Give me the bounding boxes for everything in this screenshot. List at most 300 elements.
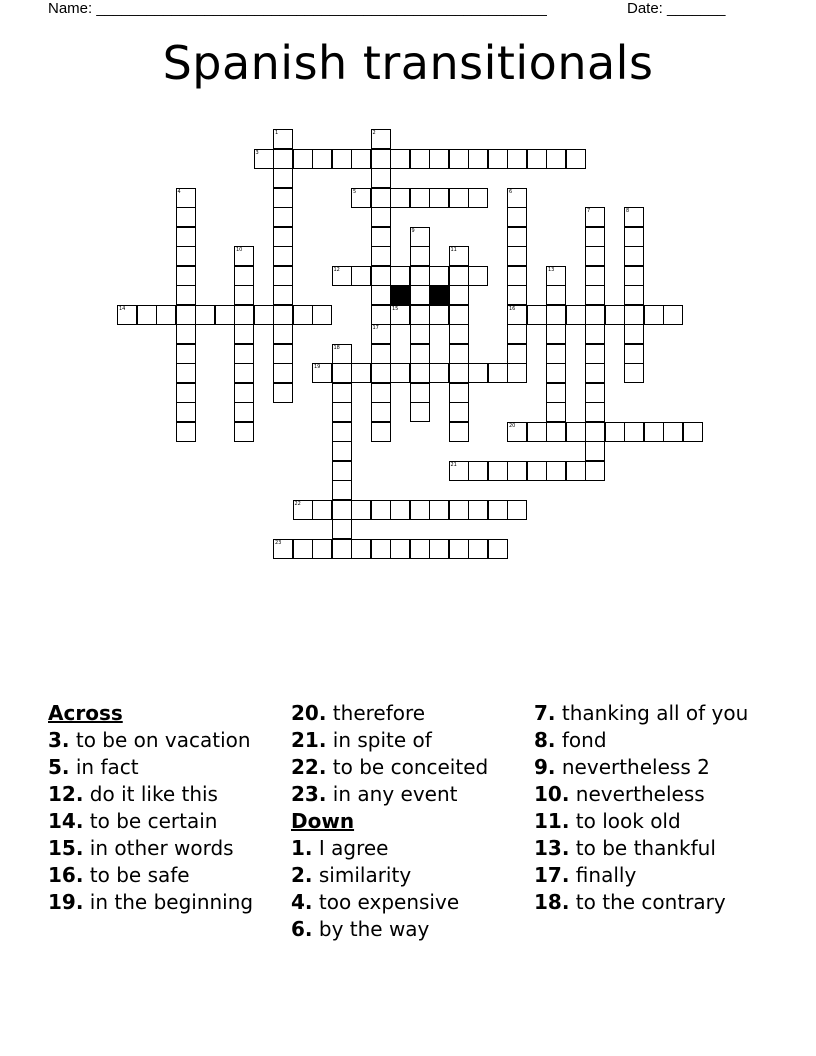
grid-cell[interactable] bbox=[351, 188, 371, 208]
grid-cell[interactable] bbox=[507, 207, 527, 227]
grid-cell[interactable] bbox=[371, 266, 391, 286]
clue-text: to look old bbox=[569, 809, 681, 833]
down-clue bbox=[291, 891, 521, 914]
grid-cell[interactable] bbox=[332, 519, 352, 539]
down-heading: Down bbox=[291, 809, 355, 833]
grid-cell[interactable] bbox=[176, 266, 196, 286]
grid-cell[interactable] bbox=[449, 539, 469, 559]
across-clue bbox=[291, 702, 521, 725]
grid-cell[interactable] bbox=[527, 305, 547, 325]
grid-cell[interactable] bbox=[585, 227, 605, 247]
page-title: Spanish transitionals bbox=[162, 36, 654, 90]
grid-cell[interactable] bbox=[546, 266, 566, 286]
grid-cell[interactable] bbox=[566, 305, 586, 325]
grid-cell[interactable] bbox=[546, 363, 566, 383]
grid-cell[interactable] bbox=[234, 363, 254, 383]
clue-number: 6 bbox=[509, 188, 513, 195]
grid-cell[interactable] bbox=[371, 227, 391, 247]
grid-cell[interactable] bbox=[624, 422, 644, 442]
grid-cell[interactable] bbox=[488, 363, 508, 383]
grid-cell[interactable] bbox=[176, 246, 196, 266]
grid-cell[interactable] bbox=[449, 402, 469, 422]
clue-number-label: 4. bbox=[291, 890, 313, 914]
down-clue bbox=[534, 756, 749, 779]
grid-cell[interactable] bbox=[449, 285, 469, 305]
grid-cell[interactable] bbox=[371, 539, 391, 559]
grid-cell[interactable] bbox=[371, 383, 391, 403]
across-clue bbox=[291, 783, 521, 806]
grid-cell[interactable] bbox=[585, 324, 605, 344]
grid-cell[interactable] bbox=[507, 344, 527, 364]
grid-cell[interactable] bbox=[215, 305, 235, 325]
grid-cell[interactable] bbox=[624, 266, 644, 286]
grid-cell[interactable] bbox=[332, 500, 352, 520]
grid-cell[interactable] bbox=[527, 149, 547, 169]
across-clue bbox=[48, 729, 273, 752]
grid-cell[interactable] bbox=[117, 305, 137, 325]
grid-cell[interactable] bbox=[429, 500, 449, 520]
down-clue bbox=[291, 918, 521, 941]
clue-number: 18 bbox=[333, 344, 340, 351]
grid-cell[interactable] bbox=[488, 539, 508, 559]
grid-cell[interactable] bbox=[234, 266, 254, 286]
clue-text: to be thankful bbox=[569, 836, 716, 860]
grid-cell[interactable] bbox=[546, 461, 566, 481]
grid-cell[interactable] bbox=[507, 461, 527, 481]
clue-number-label: 23. bbox=[291, 782, 327, 806]
grid-cell[interactable] bbox=[176, 227, 196, 247]
grid-cell[interactable] bbox=[585, 461, 605, 481]
grid-cell[interactable] bbox=[488, 461, 508, 481]
clue-text: to be certain bbox=[83, 809, 218, 833]
grid-cell[interactable] bbox=[351, 500, 371, 520]
grid-cell[interactable] bbox=[234, 285, 254, 305]
grid-cell[interactable] bbox=[507, 149, 527, 169]
grid-cell[interactable] bbox=[351, 266, 371, 286]
grid-cell[interactable] bbox=[176, 324, 196, 344]
clue-number: 15 bbox=[392, 305, 399, 312]
across-clue bbox=[291, 729, 521, 752]
grid-cell[interactable] bbox=[332, 422, 352, 442]
grid-cell[interactable] bbox=[546, 383, 566, 403]
clue-number-label: 1. bbox=[291, 836, 313, 860]
grid-cell[interactable] bbox=[429, 363, 449, 383]
clue-number-label: 15. bbox=[48, 836, 84, 860]
grid-cell[interactable] bbox=[507, 188, 527, 208]
clue-number: 3 bbox=[255, 149, 259, 156]
grid-cell[interactable] bbox=[624, 285, 644, 305]
down-clue bbox=[534, 783, 749, 806]
grid-cell[interactable] bbox=[566, 422, 586, 442]
grid-cell[interactable] bbox=[488, 500, 508, 520]
grid-cell[interactable] bbox=[624, 324, 644, 344]
grid-cell[interactable] bbox=[585, 402, 605, 422]
across-clue bbox=[48, 756, 273, 779]
grid-cell[interactable] bbox=[254, 149, 274, 169]
grid-cell[interactable] bbox=[410, 227, 430, 247]
clue-number: 13 bbox=[548, 266, 555, 273]
grid-cell[interactable] bbox=[410, 285, 430, 305]
grid-cell[interactable] bbox=[585, 246, 605, 266]
clue-number: 19 bbox=[314, 364, 321, 370]
grid-cell[interactable] bbox=[605, 422, 625, 442]
grid-cell[interactable] bbox=[390, 305, 410, 325]
across-clue bbox=[48, 891, 273, 914]
grid-cell[interactable] bbox=[624, 246, 644, 266]
grid-cell[interactable] bbox=[371, 305, 391, 325]
clue-number: 20 bbox=[509, 422, 516, 429]
clue-text: similarity bbox=[312, 863, 412, 887]
grid-cell[interactable] bbox=[176, 344, 196, 364]
grid-cell[interactable] bbox=[254, 305, 274, 325]
grid-cell[interactable] bbox=[390, 149, 410, 169]
grid-cell[interactable] bbox=[410, 363, 430, 383]
grid-cell[interactable] bbox=[507, 285, 527, 305]
grid-cell[interactable] bbox=[449, 324, 469, 344]
clue-number-label: 18. bbox=[534, 890, 570, 914]
grid-cell[interactable] bbox=[273, 129, 293, 149]
grid-cell[interactable] bbox=[410, 500, 430, 520]
grid-cell[interactable] bbox=[410, 539, 430, 559]
grid-cell[interactable] bbox=[312, 305, 332, 325]
grid-cell[interactable] bbox=[644, 305, 664, 325]
grid-cell[interactable] bbox=[546, 324, 566, 344]
clue-text: to be on vacation bbox=[69, 728, 251, 752]
grid-cell[interactable] bbox=[156, 305, 176, 325]
clue-number: 5 bbox=[353, 188, 357, 195]
grid-cell[interactable] bbox=[585, 285, 605, 305]
clues-column-3 bbox=[534, 702, 749, 918]
grid-cell[interactable] bbox=[332, 402, 352, 422]
grid-cell[interactable] bbox=[273, 227, 293, 247]
name-field[interactable]: Name: ______________________________________________________ bbox=[48, 0, 547, 17]
grid-cell[interactable] bbox=[390, 500, 410, 520]
grid-cell[interactable] bbox=[371, 129, 391, 149]
grid-cell[interactable] bbox=[390, 539, 410, 559]
blocked-cell bbox=[429, 285, 449, 305]
grid-cell[interactable] bbox=[585, 383, 605, 403]
grid-cell[interactable] bbox=[312, 149, 332, 169]
grid-cell[interactable] bbox=[410, 246, 430, 266]
down-clue bbox=[534, 864, 749, 887]
clue-number-label: 13. bbox=[534, 836, 570, 860]
grid-cell[interactable] bbox=[371, 207, 391, 227]
grid-cell[interactable] bbox=[468, 149, 488, 169]
grid-cell[interactable] bbox=[293, 500, 313, 520]
grid-cell[interactable] bbox=[507, 363, 527, 383]
grid-cell[interactable] bbox=[273, 305, 293, 325]
date-field[interactable]: Date: _______ bbox=[627, 0, 726, 17]
grid-cell[interactable] bbox=[332, 344, 352, 364]
clue-number: 22 bbox=[294, 500, 301, 507]
grid-cell[interactable] bbox=[332, 441, 352, 461]
grid-cell[interactable] bbox=[176, 285, 196, 305]
grid-cell[interactable] bbox=[234, 383, 254, 403]
down-clue-list bbox=[291, 837, 521, 941]
clue-number: 8 bbox=[626, 208, 630, 214]
grid-cell[interactable] bbox=[332, 363, 352, 383]
grid-cell[interactable] bbox=[371, 363, 391, 383]
grid-cell[interactable] bbox=[468, 500, 488, 520]
clue-number-label: 7. bbox=[534, 701, 556, 725]
grid-cell[interactable] bbox=[488, 149, 508, 169]
grid-cell[interactable] bbox=[546, 402, 566, 422]
grid-cell[interactable] bbox=[410, 149, 430, 169]
grid-cell[interactable] bbox=[585, 441, 605, 461]
clues-column-2 bbox=[291, 702, 521, 945]
grid-cell[interactable] bbox=[468, 363, 488, 383]
grid-cell[interactable] bbox=[449, 383, 469, 403]
grid-cell[interactable] bbox=[410, 305, 430, 325]
clue-number-label: 12. bbox=[48, 782, 84, 806]
grid-cell[interactable] bbox=[234, 324, 254, 344]
grid-cell[interactable] bbox=[410, 383, 430, 403]
grid-cell[interactable] bbox=[273, 324, 293, 344]
grid-cell[interactable] bbox=[351, 149, 371, 169]
grid-cell[interactable] bbox=[644, 422, 664, 442]
clue-number: 23 bbox=[275, 539, 282, 546]
grid-cell[interactable] bbox=[176, 363, 196, 383]
clue-number-label: 5. bbox=[48, 755, 70, 779]
grid-cell[interactable] bbox=[449, 344, 469, 364]
clues-column-1 bbox=[48, 702, 273, 918]
grid-cell[interactable] bbox=[449, 461, 469, 481]
grid-cell[interactable] bbox=[449, 500, 469, 520]
across-heading: Across bbox=[48, 701, 123, 725]
grid-cell[interactable] bbox=[371, 402, 391, 422]
clue-text: to the contrary bbox=[569, 890, 726, 914]
grid-cell[interactable] bbox=[293, 305, 313, 325]
grid-cell[interactable] bbox=[273, 168, 293, 188]
clue-text: finally bbox=[569, 863, 637, 887]
clue-text: nevertheless bbox=[569, 782, 705, 806]
grid-cell[interactable] bbox=[332, 461, 352, 481]
grid-cell[interactable] bbox=[527, 422, 547, 442]
grid-cell[interactable] bbox=[234, 422, 254, 442]
down-clue bbox=[534, 891, 749, 914]
grid-cell[interactable] bbox=[410, 266, 430, 286]
grid-cell[interactable] bbox=[585, 422, 605, 442]
grid-cell[interactable] bbox=[585, 344, 605, 364]
grid-cell[interactable] bbox=[371, 149, 391, 169]
clue-text: in other words bbox=[83, 836, 234, 860]
grid-cell[interactable] bbox=[332, 383, 352, 403]
grid-cell[interactable] bbox=[176, 207, 196, 227]
grid-cell[interactable] bbox=[507, 266, 527, 286]
grid-cell[interactable] bbox=[585, 363, 605, 383]
grid-cell[interactable] bbox=[527, 461, 547, 481]
grid-cell[interactable] bbox=[371, 422, 391, 442]
across-clue-list bbox=[48, 729, 273, 914]
grid-cell[interactable] bbox=[332, 266, 352, 286]
clue-number: 1 bbox=[275, 130, 279, 136]
grid-cell[interactable] bbox=[371, 246, 391, 266]
grid-cell[interactable] bbox=[624, 207, 644, 227]
clue-number-label: 19. bbox=[48, 890, 84, 914]
clue-number-label: 16. bbox=[48, 863, 84, 887]
clue-number: 12 bbox=[333, 266, 340, 273]
grid-cell[interactable] bbox=[429, 539, 449, 559]
down-clue-list-continued bbox=[534, 702, 749, 914]
grid-cell[interactable] bbox=[332, 149, 352, 169]
across-clue-list-continued bbox=[291, 702, 521, 806]
clue-number-label: 3. bbox=[48, 728, 70, 752]
grid-cell[interactable] bbox=[234, 344, 254, 364]
clue-text: in any event bbox=[326, 782, 458, 806]
grid-cell[interactable] bbox=[371, 188, 391, 208]
grid-cell[interactable] bbox=[273, 383, 293, 403]
grid-cell[interactable] bbox=[507, 227, 527, 247]
grid-cell[interactable] bbox=[449, 149, 469, 169]
grid-cell[interactable] bbox=[468, 266, 488, 286]
clue-number: 17 bbox=[372, 325, 379, 331]
grid-cell[interactable] bbox=[312, 500, 332, 520]
clue-number-label: 10. bbox=[534, 782, 570, 806]
grid-cell[interactable] bbox=[293, 539, 313, 559]
grid-cell[interactable] bbox=[410, 402, 430, 422]
grid-cell[interactable] bbox=[605, 305, 625, 325]
clue-number-label: 2. bbox=[291, 863, 313, 887]
grid-cell[interactable] bbox=[273, 363, 293, 383]
grid-cell[interactable] bbox=[566, 149, 586, 169]
clue-text: I agree bbox=[312, 836, 389, 860]
grid-cell[interactable] bbox=[546, 285, 566, 305]
grid-cell[interactable] bbox=[449, 246, 469, 266]
clue-text: to be conceited bbox=[326, 755, 489, 779]
down-clue bbox=[534, 837, 749, 860]
grid-cell[interactable] bbox=[507, 422, 527, 442]
grid-cell[interactable] bbox=[390, 266, 410, 286]
grid-cell[interactable] bbox=[683, 422, 703, 442]
grid-cell[interactable] bbox=[273, 246, 293, 266]
grid-cell[interactable] bbox=[507, 500, 527, 520]
grid-cell[interactable] bbox=[624, 344, 644, 364]
grid-cell[interactable] bbox=[390, 363, 410, 383]
across-clue bbox=[48, 783, 273, 806]
grid-cell[interactable] bbox=[663, 422, 683, 442]
grid-cell[interactable] bbox=[507, 305, 527, 325]
grid-cell[interactable] bbox=[273, 266, 293, 286]
grid-cell[interactable] bbox=[449, 188, 469, 208]
grid-cell[interactable] bbox=[351, 363, 371, 383]
clue-text: thanking all of you bbox=[555, 701, 749, 725]
grid-cell[interactable] bbox=[585, 305, 605, 325]
grid-cell[interactable] bbox=[468, 188, 488, 208]
grid-cell[interactable] bbox=[585, 207, 605, 227]
across-clue bbox=[48, 810, 273, 833]
clue-number-label: 9. bbox=[534, 755, 556, 779]
grid-cell[interactable] bbox=[410, 188, 430, 208]
clue-number-label: 17. bbox=[534, 863, 570, 887]
grid-cell[interactable] bbox=[429, 149, 449, 169]
grid-cell[interactable] bbox=[176, 422, 196, 442]
grid-cell[interactable] bbox=[312, 539, 332, 559]
grid-cell[interactable] bbox=[234, 246, 254, 266]
grid-cell[interactable] bbox=[273, 539, 293, 559]
down-clue bbox=[534, 702, 749, 725]
clue-number-label: 8. bbox=[534, 728, 556, 752]
clue-text: in fact bbox=[69, 755, 139, 779]
down-clue bbox=[291, 864, 521, 887]
clue-text: fond bbox=[555, 728, 607, 752]
grid-cell[interactable] bbox=[468, 461, 488, 481]
grid-cell[interactable] bbox=[546, 422, 566, 442]
grid-cell[interactable] bbox=[176, 402, 196, 422]
grid-cell[interactable] bbox=[371, 344, 391, 364]
grid-cell[interactable] bbox=[273, 188, 293, 208]
clue-text: in the beginning bbox=[83, 890, 254, 914]
grid-cell[interactable] bbox=[663, 305, 683, 325]
clue-number-label: 6. bbox=[291, 917, 313, 941]
grid-cell[interactable] bbox=[371, 285, 391, 305]
clue-number: 16 bbox=[509, 305, 516, 312]
grid-cell[interactable] bbox=[429, 305, 449, 325]
grid-cell[interactable] bbox=[449, 305, 469, 325]
down-clue bbox=[534, 729, 749, 752]
grid-cell[interactable] bbox=[176, 383, 196, 403]
clue-text: do it like this bbox=[83, 782, 218, 806]
grid-cell[interactable] bbox=[293, 149, 313, 169]
grid-cell[interactable] bbox=[371, 324, 391, 344]
grid-cell[interactable] bbox=[273, 344, 293, 364]
clue-number-label: 20. bbox=[291, 701, 327, 725]
grid-cell[interactable] bbox=[546, 305, 566, 325]
grid-cell[interactable] bbox=[371, 168, 391, 188]
grid-cell[interactable] bbox=[176, 305, 196, 325]
grid-cell[interactable] bbox=[429, 188, 449, 208]
grid-cell[interactable] bbox=[507, 246, 527, 266]
grid-cell[interactable] bbox=[234, 305, 254, 325]
grid-cell[interactable] bbox=[273, 207, 293, 227]
grid-cell[interactable] bbox=[273, 285, 293, 305]
clue-number: 2 bbox=[372, 130, 376, 136]
grid-cell[interactable] bbox=[390, 188, 410, 208]
clue-number: 11 bbox=[450, 247, 457, 253]
clue-text: nevertheless 2 bbox=[555, 755, 710, 779]
grid-cell[interactable] bbox=[410, 344, 430, 364]
clue-number: 21 bbox=[450, 461, 457, 468]
grid-cell[interactable] bbox=[585, 266, 605, 286]
grid-cell[interactable] bbox=[332, 480, 352, 500]
grid-cell[interactable] bbox=[137, 305, 157, 325]
grid-cell[interactable] bbox=[449, 422, 469, 442]
clue-text: too expensive bbox=[312, 890, 460, 914]
grid-cell[interactable] bbox=[449, 363, 469, 383]
grid-cell[interactable] bbox=[624, 305, 644, 325]
grid-cell[interactable] bbox=[332, 539, 352, 559]
across-clue bbox=[48, 864, 273, 887]
grid-cell[interactable] bbox=[449, 266, 469, 286]
grid-cell[interactable] bbox=[624, 363, 644, 383]
grid-cell[interactable] bbox=[176, 188, 196, 208]
grid-cell[interactable] bbox=[273, 149, 293, 169]
grid-cell[interactable] bbox=[624, 227, 644, 247]
grid-cell[interactable] bbox=[410, 324, 430, 344]
grid-cell[interactable] bbox=[351, 539, 371, 559]
clue-text: in spite of bbox=[326, 728, 432, 752]
clue-number: 4 bbox=[177, 188, 181, 195]
grid-cell[interactable] bbox=[546, 149, 566, 169]
grid-cell[interactable] bbox=[546, 344, 566, 364]
grid-cell[interactable] bbox=[312, 363, 332, 383]
grid-cell[interactable] bbox=[234, 402, 254, 422]
grid-cell[interactable] bbox=[566, 461, 586, 481]
grid-cell[interactable] bbox=[507, 324, 527, 344]
grid-cell[interactable] bbox=[429, 266, 449, 286]
grid-cell[interactable] bbox=[195, 305, 215, 325]
grid-cell[interactable] bbox=[371, 500, 391, 520]
grid-cell[interactable] bbox=[468, 539, 488, 559]
